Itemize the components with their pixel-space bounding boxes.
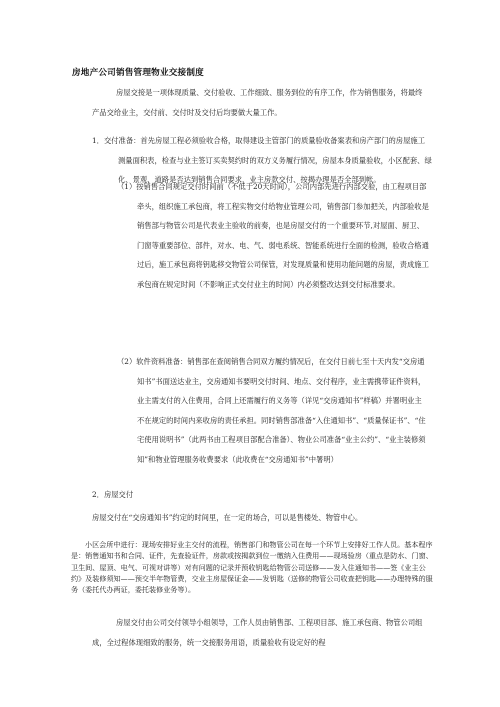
section-1-text: 1．交付准备：首先房屋工程必须验收合格，取得建设主管部门的质量验收备案表和房产部门的房屋施工测量面积表，检查与业主签订买卖契约时的双方义务履行情况，房屋本身质量验收，小区配套、绿化、景观、道路是否达到销售合同要求，业主房款交付、按揭办理是否全部到帐。 bbox=[92, 136, 432, 185]
document-title: 房地产公司销售管理物业交接制度 bbox=[72, 68, 204, 78]
procedure-text: 小区会所中进行：现场安排好业主交付的流程，销售部门和物管公司在每一个环节上安排好工作人员。基本程序是：销售通知书和合同、证件，先查验证件，房款或按揭款到位一缴纳入住费用——现场验房（重点是防水、门窗、卫生间、屋顶、电气、可视对讲等）对有问题的记录并预收钥匙给物管公司送修——发入住通知书——签《业主公约》及装修须知——预交半年物管费，交业主房屋保证金——发钥匙（送修的物管公司收查把钥匙——办理特殊的服务（委托代办两证，委托装修业务等）。 bbox=[71, 540, 433, 595]
final-text: 房屋交付由公司交付领导小组领导，工作人员由销售部、工程项目部、施工承包商、物管公司组成，全过程体现细致的服务，统一交接服务用语，质量验收有设定好的程 bbox=[92, 618, 423, 647]
item-2-text: （2）软件资料准备：销售部在查阅销售合同双方履约情况后，在交付日前七至十天内发“交房通知书”书面送达业主，交房通知书要明交付时间、地点、交付程序，业主需携带证件资料，业主需支付的入住费用，合同上还需履行的义务等（详见“交房通知书”样稿）并署明业主不在规定的时间内来收房的责任承担。同时销售部准备“入住通知书”、“质量保证书”、“住宅使用说明书”（此两书由工程项目部配合准备）、物业公司准备“业主公约”、“业主装修须知”和物业管理服务收费要求（此收费在“交房通知书”中署明） bbox=[117, 357, 426, 464]
final-paragraph bbox=[92, 613, 430, 653]
section-1-item-1 bbox=[117, 177, 429, 295]
intro-text: 房屋交接是一项体现质量、交付验收、工作细致、服务到位的有序工作，作为销售服务，将最终产品交给业主，交付前、交付时及交付后均要做大量工作。 bbox=[92, 88, 423, 117]
section-2-heading: 2．房屋交付 bbox=[92, 490, 134, 499]
item-1-text: （1）按销售合同规定交付时间前（不低于20天时间），公司内部先进行内部交验，由工程项目部牵头，组织施工承包商，将工程实物交付给物业管理公司，销售部门参加把关，内部验收是销售部与物管公司是代表业主验收的前奏，也是房屋交付的一个重要环节,对屋面、厨卫、门窗等重要部位、部件，对水、电、气、弱电系统、智能系统进行全面的检测，验收合格通过后，施工承包商将钥匙移交物管公司保管，对发现质量和使用功能问题的房屋，责成施工承包商在规定时间（不影响正式交付业主的时间）内必须整改达到交付标准要求。 bbox=[117, 182, 429, 289]
intro-paragraph bbox=[92, 83, 428, 122]
section-2-text: 房屋交付在“交房通知书”约定的时间里，在一定的场合，可以是售楼处、物管中心。 bbox=[92, 513, 363, 522]
section-1-item-2 bbox=[117, 352, 429, 470]
procedure-paragraph bbox=[71, 539, 433, 595]
